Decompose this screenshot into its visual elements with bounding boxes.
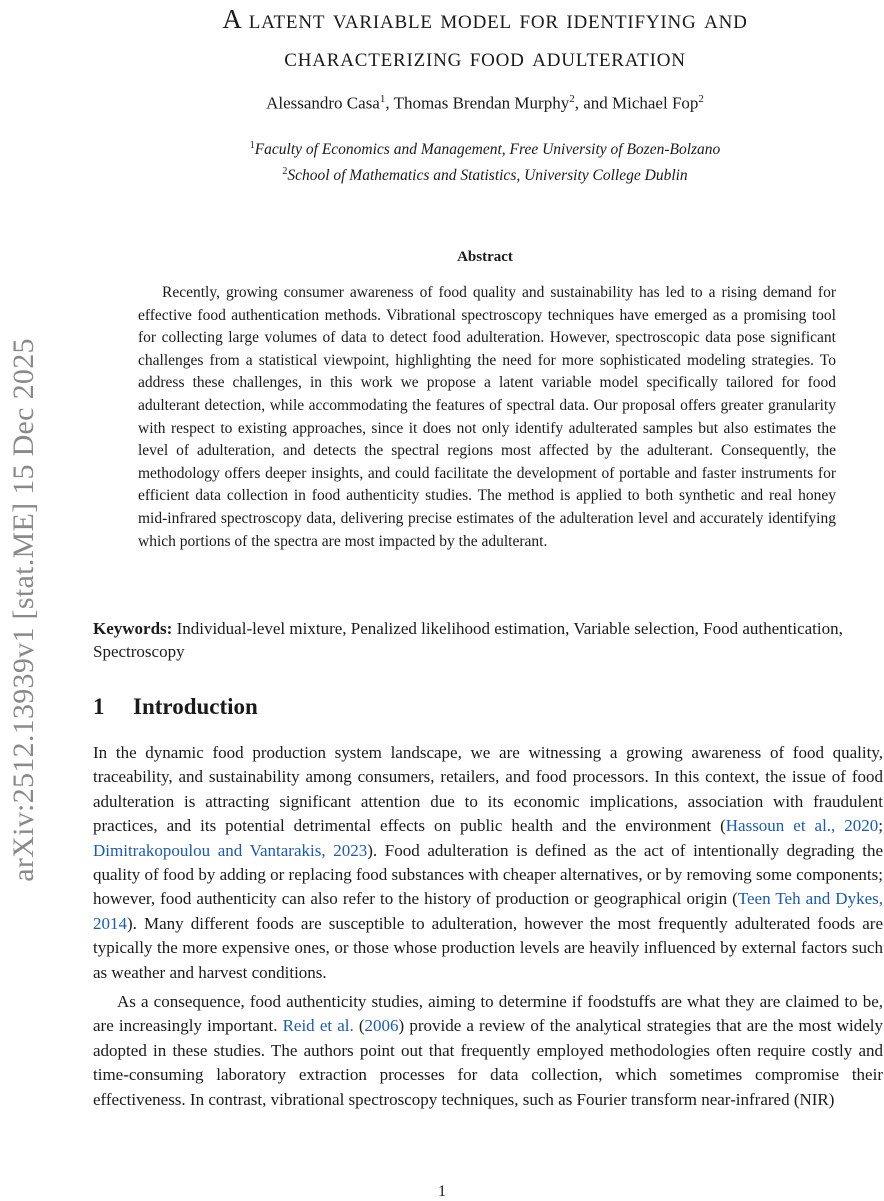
author-name: Alessandro Casa: [266, 93, 380, 113]
paragraph-text: ;: [878, 816, 883, 836]
section-heading: [93, 694, 258, 720]
author-name: Thomas Brendan Murphy: [393, 93, 570, 113]
author-affiliation-mark: 2: [569, 93, 575, 105]
paragraph-text: In the dynamic food production system landscape, we are witnessing a growing awareness of food quality, traceability, and sustainability among consumers, retailers, and food processors. In this context, the issue of food adulteration is attracting significant attention due to its economic implications, association with fraudulent practices, and its potential detrimental effects on public health and the environment (: [93, 743, 883, 836]
paragraph-text: ). Many different foods are susceptible to adulteration, however the most frequently adulterated foods are typically the more expensive ones, or those whose production levels are heavily influenced by external factors such as weather and harvest conditions.: [93, 913, 883, 982]
author-affiliation-mark: 2: [698, 93, 704, 105]
paragraph-text: As a consequence, food authenticity studies, aiming to determine if foodstuffs are what they are claimed to be, are increasingly important.: [93, 992, 883, 1036]
section-number: 1: [93, 694, 105, 719]
intro-paragraph-2: [93, 990, 883, 1112]
citation-link[interactable]: 2006: [364, 1016, 399, 1036]
affiliation-1: [110, 135, 860, 161]
title-line-2: characterizing food adulteration: [284, 42, 686, 72]
author-separator: ,: [385, 93, 394, 113]
citation-link[interactable]: Reid et al.: [282, 1016, 354, 1036]
affiliation-text: School of Mathematics and Statistics, University College Dublin: [287, 167, 688, 185]
paragraph-text: ) provide a review of the analytical strategies that are the most widely adopted in these studies. The authors point out that frequently employed methodologies often require costly and time-consuming laboratory extraction processes for data collection, which sometimes compromise their effectiveness. In contrast, vibrational spectroscopy techniques, such as Fourier transform near-infrared (NIR): [93, 1016, 883, 1109]
affiliation-2: [110, 161, 860, 187]
paper-title: [110, 0, 860, 76]
keywords-label: Keywords:: [93, 619, 173, 638]
author-affiliation-mark: 1: [379, 93, 386, 105]
abstract-text: Recently, growing consumer awareness of food quality and sustainability has led to a rising demand for effective food authentication methods. Vibrational spectroscopy techniques have emerged as a promising tool for collecting large volumes of data to detect food adulteration. However, spectroscopic data pose significant challenges from a statistical viewpoint, highlighting the need for more sophisticated modeling strategies. To address these challenges, in this work we propose a latent variable model specifically tailored for food adulterant detection, while accommodating the features of spectral data. Our proposal offers greater granularity with respect to existing approaches, since it does not only identify adulterated samples but also estimates the level of adulteration, and detects the spectral regions most affected by the adulterant. Consequently, the methodology offers deeper insights, and could facilitate the development of portable and faster instruments for efficient data collection in food authenticity studies. The method is applied to both synthetic and real honey mid-infrared spectroscopy data, delivering precise estimates of the adulteration level and accurately identifying which portions of the spectra are most impacted by the adulterant.: [138, 284, 836, 550]
citation-link[interactable]: Teen Teh and Dykes, 2014: [93, 889, 883, 933]
citation-link[interactable]: Dimitrakopoulou and Vantarakis, 2023: [93, 840, 368, 860]
paragraph-text: ). Food adulteration is defined as the act of intentionally degrading the quality of food by adding or replacing food substances with cheaper alternatives, or by removing some components; however, food authenticity can also refer to the history of production or geographical origin (: [93, 840, 884, 909]
arxiv-sidebar: [0, 240, 48, 980]
affiliations: [110, 135, 860, 187]
abstract-heading: Abstract: [457, 249, 513, 265]
keywords: [93, 617, 883, 663]
citation-link[interactable]: Hassoun et al., 2020: [725, 816, 879, 836]
affiliation-mark: 1: [249, 140, 255, 151]
keywords-text: Individual-level mixture, Penalized likelihood estimation, Variable selection, Food authentication, Spectroscopy: [93, 619, 843, 661]
section-title: Introduction: [133, 694, 258, 719]
author-separator: , and: [574, 93, 612, 113]
affiliation-mark: 2: [282, 166, 288, 178]
title-line-1: A latent variable model for identifying and: [222, 4, 748, 34]
arxiv-identifier: arXiv:2512.13939v1 [stat.ME] 15 Dec 2025: [7, 338, 40, 882]
intro-paragraph-1: [93, 741, 883, 985]
affiliation-text: Faculty of Economics and Management, Free University of Bozen-Bolzano: [254, 141, 721, 159]
author-name: Michael Fop: [612, 93, 699, 113]
author-list: [110, 93, 860, 114]
paragraph-text: (: [353, 1016, 365, 1036]
page-number: 1: [438, 1183, 446, 1200]
